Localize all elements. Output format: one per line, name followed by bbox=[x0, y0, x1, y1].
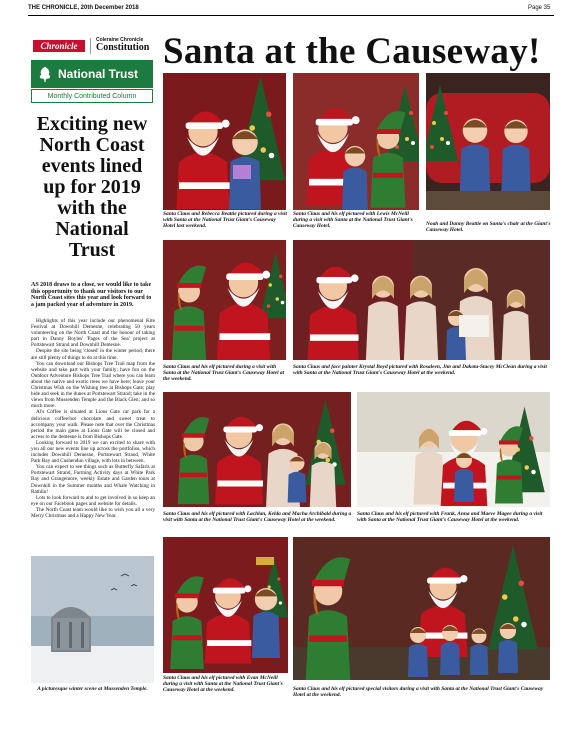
photo-santa-rebecca bbox=[163, 73, 286, 210]
caption-photo-3: Noah and Danny Beattie on Santa's chair at the Giant's Causeway Hotel. bbox=[426, 221, 551, 233]
caption-photo-2: Santa Claus and his elf pictured with Lewis McNeill during a visit with Santa at the National Trust Giant's Causeway Hotel. bbox=[293, 211, 413, 229]
national-trust-banner bbox=[31, 60, 153, 88]
caption-photo-5: Santa Claus and face painter Krystal Boyd pictured with Rosaleen, Jim and Dakota-Stacey McClean during a visit with Santa at the National Trust Giant's Causeway Hotel at the weekend. bbox=[293, 364, 547, 376]
photo-santa-special-visitors bbox=[293, 537, 550, 680]
article-intro: AS 2018 draws to a close, we would like to take this opportunity to thank our visitors to our North Coast sites this year and look forward to a jam packed year of adventure in 2019. bbox=[31, 282, 152, 308]
photo-santa-evan bbox=[163, 537, 288, 673]
oak-leaf-icon bbox=[36, 65, 54, 83]
photo-santa-elf-1 bbox=[163, 240, 286, 360]
column-label: Monthly Contributed Column bbox=[31, 89, 153, 103]
logo-divider bbox=[90, 38, 91, 54]
constitution-subtitle: Coleraine Chronicle bbox=[96, 37, 144, 43]
photo-santa-archibald bbox=[163, 392, 351, 507]
article-paragraph: The North Coast team would like to wish you all a very Merry Christmas and a Happy New Year. bbox=[31, 506, 155, 519]
constitution-logo: Constitution bbox=[96, 42, 150, 53]
photo-santa-face-painter bbox=[293, 240, 550, 360]
article-paragraph: Al's Coffee is situated at Lions Gate car park for a delicious coffee/hot chocolate and sweet treat to accompany your walk. Please note that over the Christmas period the main gates at Lions Gate will be closed and access to the demesne is from Bishops Gate. bbox=[31, 409, 155, 440]
caption-photo-6: Santa Claus and his elf pictured with Lachlan, Kelda and Macha Archibald during a visit with Santa at the National Trust Giant's Causeway Hotel at the weekend. bbox=[163, 511, 352, 523]
page-title: Santa at the Causeway! bbox=[163, 31, 541, 72]
caption-photo-7: Santa Claus and his elf pictured with Frank, Anna and Maeve Magee during a visit with Santa at the National Trust Giant's Causeway Hotel at the weekend. bbox=[357, 511, 543, 523]
national-trust-name: National Trust bbox=[58, 67, 139, 81]
article-paragraph: Highlights of this year include our phenomenal Kite Festival at Downhill Demesne, celebrating 50 years volunteering on the North Coast and the honour of taking part in Danny Boyles' 'Pages of the Sea' project at Portstewart Strand and Downhill Demesne. bbox=[31, 318, 155, 349]
caption-photo-8: A picturesque winter scene at Mussenden Temple. bbox=[37, 686, 148, 692]
article-body bbox=[31, 318, 155, 519]
caption-photo-10: Santa Claus and his elf pictured special visitors during a visit with Santa at the National Trust Giant's Causeway Hotel at the weekend. bbox=[293, 686, 544, 698]
photo-noah-danny bbox=[426, 73, 550, 210]
photo-santa-lewis bbox=[293, 73, 419, 210]
article-headline: Exciting new North Coast events lined up for 2019 with the National Trust bbox=[36, 113, 148, 261]
article-paragraph: Despite the site being 'closed' in the winter period, there are still plenty of things to do at this time. bbox=[31, 348, 155, 361]
chronicle-logo: Chronicle bbox=[33, 40, 85, 52]
header-rule bbox=[28, 15, 554, 16]
caption-photo-4: Santa Claus and his elf pictured during a visit with Santa at the National Trust Giant's Causeway Hotel at the weekend. bbox=[163, 364, 285, 382]
photo-santa-magee bbox=[357, 392, 550, 507]
article-paragraph: Lots to look forward to and to get involved in so keep an eye on our Facebook pages and website for details. bbox=[31, 494, 155, 507]
caption-photo-1: Santa Claus and Rebecca Beattie pictured during a visit with Santa at the National Trust Giant's Causeway Hotel last weekend. bbox=[163, 211, 287, 229]
article-paragraph: You can download our Bishops Tree Trail map from the website and take part with your family; have fun on the Outdoor Adventure Bishops Tree Trail where you can learn about the native and exotic trees we have here; leave your Christmas Wish on the Wishing tree at Bishops Gate; play hide and seek in the dunes at Portstewart Strand; take in the views from Mussenden Temple and the Black Glen; and so much more. bbox=[31, 360, 155, 410]
article-paragraph: You can expect to see things such as Butterfly Safaris at Portstewart Strand, Farming Activity days at White Park Bay and Grangemore, weekly Estate and Garden tours at Downhill in the Summer months and Whale Watching in Rathlin! bbox=[31, 464, 155, 495]
article-paragraph: Looking forward to 2019 we can excited to share with you all our new events line up across the portfolios, which includes Downhill Demesne, Portstewart Strand, White Park Bay and Cushendun village, with lots in between. bbox=[31, 439, 155, 465]
page-number: Page 35 bbox=[528, 5, 551, 11]
paper-date: THE CHRONICLE, 20th December 2018 bbox=[28, 5, 139, 11]
photo-mussenden-temple bbox=[31, 556, 154, 683]
caption-photo-9: Santa Claus and his elf pictured with Evan McNeill during a visit with Santa at the National Trust Giant's Causeway Hotel at the weekend. bbox=[163, 675, 283, 693]
